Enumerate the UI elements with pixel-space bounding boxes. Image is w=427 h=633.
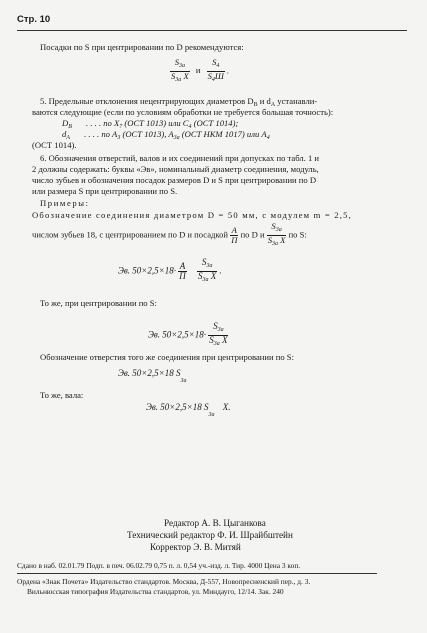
examples-heading: Примеры: [40, 198, 90, 208]
fraction-2: $\frac{S_4}{S_4Ш}$ [207, 57, 224, 83]
fraction-s3a-3: $\frac{S_{3a}}{S_{3a} X}$ [209, 321, 228, 347]
corrector-credit: Корректор Э. В. Митяй [150, 542, 241, 552]
same-shaft-text: То же, вала: [40, 390, 84, 400]
para6-line2: 2 должны содержать: буквы «Эв», номинальный диаметр соединения, модуль, [32, 164, 319, 174]
para6-line1: 6. Обозначения отверстий, валов и их соединений при допусках по табл. 1 и [40, 153, 319, 163]
imprint-line: Сдано в наб. 02.01.79 Подп. в печ. 06.02.79 0,75 п. л. 0,54 уч.-изд. л. Тир. 4000 Цена 3 коп. [17, 561, 301, 570]
tech-editor-credit: Технический редактор Ф. И. Шрайбштейн [127, 530, 293, 540]
imprint-rule [17, 573, 377, 574]
example-line2: числом зубьев 18, с центрированием по D и посадкой $\frac{A}{П}$ по D и $\frac{S_{3a}}{S_{3a} X}$ по S: [32, 221, 307, 247]
fraction-a-p-2: $\frac{A}{П}$ [179, 261, 186, 281]
formula-1: $\frac{S_{3a}}{S_{3a} X}$ и $\frac{S_4}{S_4Ш}$ . [171, 57, 230, 83]
fraction-s3a-2: $\frac{S_{3a}}{S_{3a} X}$ [197, 257, 217, 283]
same-centering-s: То же, при центрировании по S: [40, 298, 157, 308]
header-rule [17, 30, 407, 31]
para6-line3: число зубьев и обозначения посадок размеров D и S при центрировании по D [32, 175, 317, 185]
fraction-a-p: $\frac{A}{П}$ [231, 225, 238, 245]
example-designation-3: Эв. 50×2,5×18 $S_{3a}$ [118, 368, 187, 384]
fraction-1: $\frac{S_{3a}}{S_{3a} X}$ [171, 57, 189, 83]
example-designation-4: Эв. 50×2,5×18 $S_{3a}$ X. [146, 402, 231, 418]
para5-line4: $d_A$ . . . . по $A_3$ (ОСТ 1013), $A_{3a}$ (ОСТ НКМ 1017) или $A_4$ [62, 129, 270, 141]
example-designation-1: Эв. 50×2,5×18· $\frac{A}{П}$ $\frac{S_{3a}}{S_{3a} X}$ . [118, 257, 222, 283]
intro-text: Посадки по S при центрировании по D рекомендуются: [40, 42, 244, 52]
editor-credit: Редактор А. В. Цыганкова [164, 518, 266, 528]
page-label: Стр. 10 [17, 14, 51, 25]
para6-line4: или размера S при центрировании по S. [32, 186, 178, 196]
example-line1: Обозначение соединения диаметром D = 50 мм, с модулем m = 2,5, [32, 210, 352, 220]
para5-line2: ваются следующие (если по условиям обработки не требуется большая точность): [32, 107, 334, 117]
hole-designation-text: Обозначение отверстия того же соединения при центрировании по S: [40, 352, 294, 362]
para5-line1: 5. Предельные отклонения нецентрирующих диаметров $D_В$ и $d_A$ устанавли- [40, 96, 318, 108]
printer-line: Вильнюсская типография Издательства стандартов, ул. Миндауго, 12/14. Зак. 240 [27, 587, 284, 596]
fraction-s3a: $\frac{S_{3a}}{S_{3a} X}$ [267, 221, 286, 247]
example-designation-2: Эв. 50×2,5×18· $\frac{S_{3a}}{S_{3a} X}$ [148, 321, 228, 347]
para5-line5: (ОСТ 1014). [32, 140, 77, 150]
para5-line3: $D_B$ . . . . по $X_7$ (ОСТ 1013) или $C_4$ (ОСТ 1014); [62, 118, 239, 130]
publisher-line: Ордена «Знак Почета» Издательство стандартов. Москва, Д-557, Новопресненский пер., д. 3. [17, 577, 311, 586]
